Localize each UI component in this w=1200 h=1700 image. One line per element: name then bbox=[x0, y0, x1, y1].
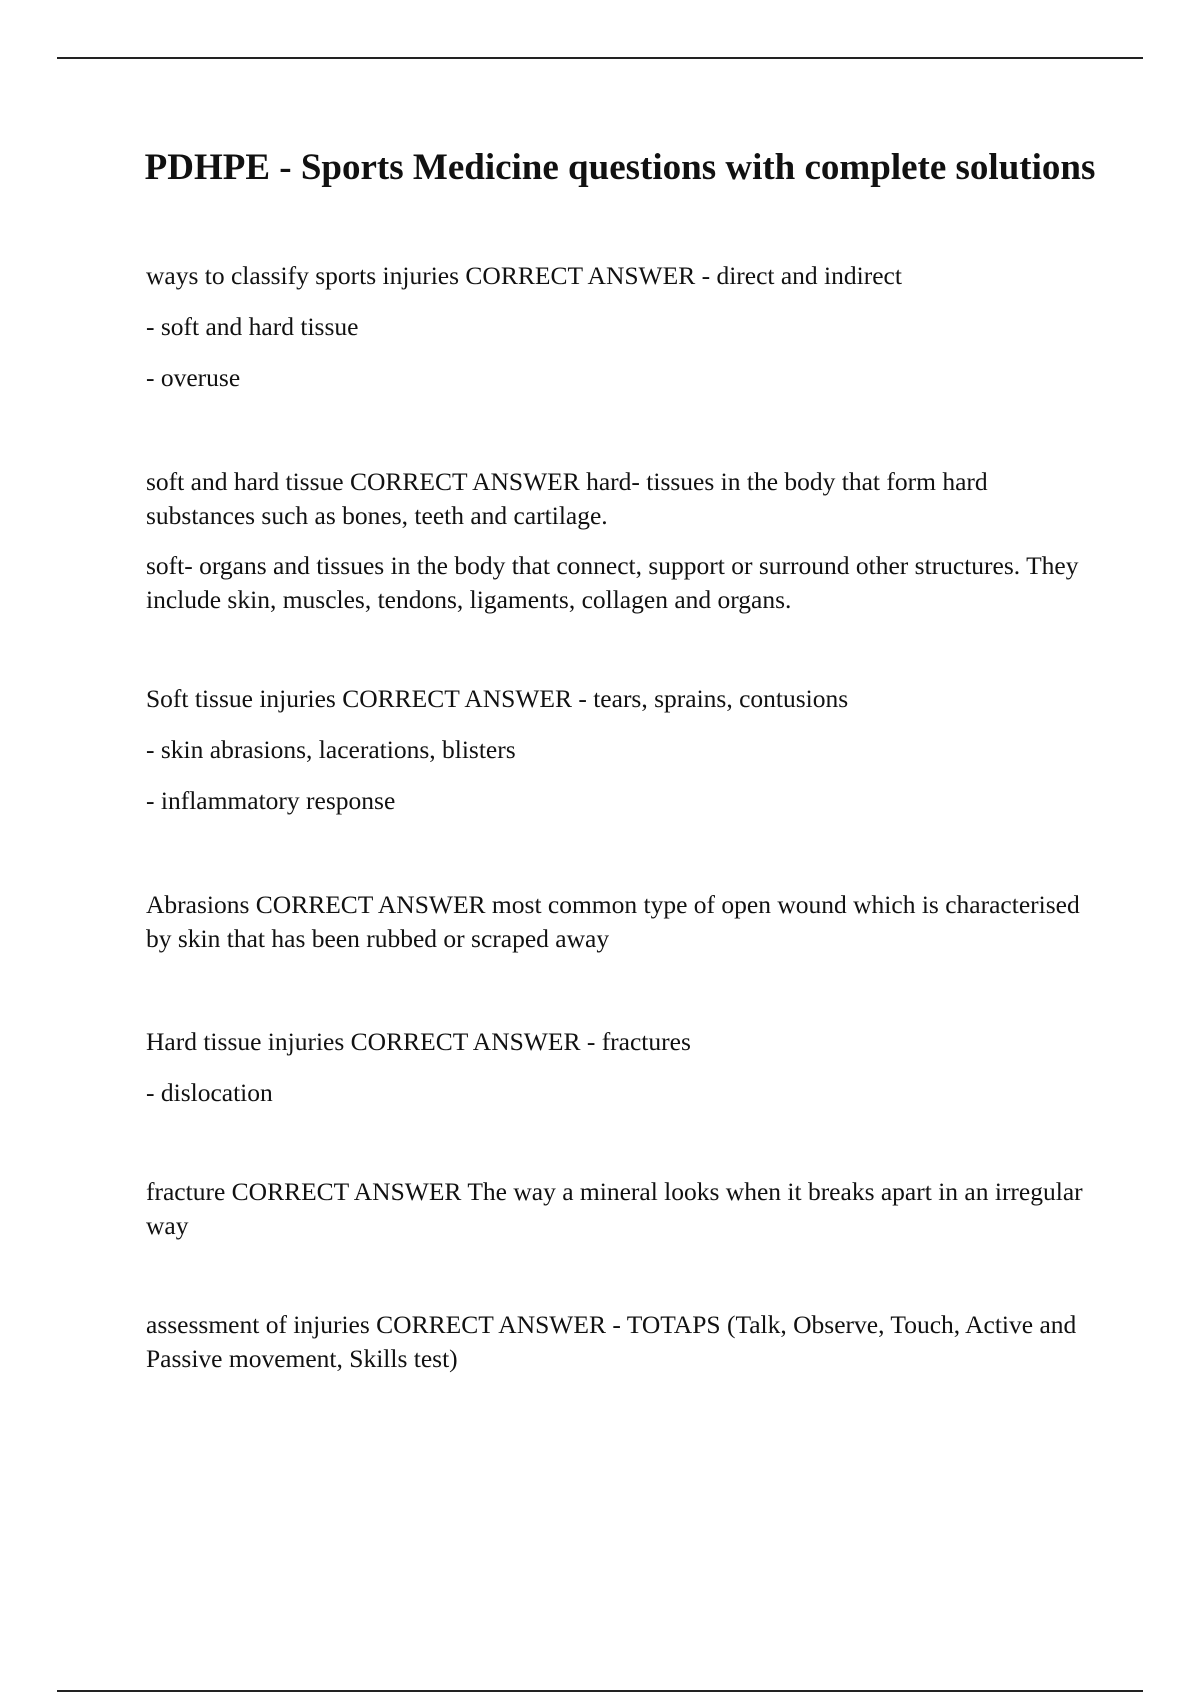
qa-entry-line: - inflammatory response bbox=[146, 786, 396, 815]
qa-entry-line: - dislocation bbox=[146, 1078, 273, 1107]
qa-entry-line: Abrasions CORRECT ANSWER most common type of open wound which is characterised by skin that has been rubbed or scraped away bbox=[146, 890, 1080, 953]
qa-entry-soft-tissue-injuries bbox=[146, 682, 1096, 818]
document-title: PDHPE - Sports Medicine questions with complete solutions bbox=[144, 147, 1096, 188]
qa-entry-hard-tissue-injuries bbox=[146, 1025, 1096, 1110]
header-rule bbox=[57, 57, 1143, 59]
qa-entry-line: soft- organs and tissues in the body that connect, support or surround other structures. They include skin, muscles, tendons, ligaments, collagen and organs. bbox=[146, 551, 1079, 614]
qa-entry-fracture bbox=[146, 1175, 1096, 1243]
qa-entry-line: Hard tissue injuries CORRECT ANSWER - fractures bbox=[146, 1027, 691, 1056]
qa-entry-line: fracture CORRECT ANSWER The way a mineral looks when it breaks apart in an irregular way bbox=[146, 1177, 1083, 1240]
qa-entry-assessment bbox=[146, 1308, 1096, 1376]
qa-entry-line: soft and hard tissue CORRECT ANSWER hard- tissues in the body that form hard substances such as bones, teeth and cartilage. bbox=[146, 467, 988, 530]
qa-entry-line: ways to classify sports injuries CORRECT ANSWER - direct and indirect bbox=[146, 261, 902, 290]
qa-entry-line: - soft and hard tissue bbox=[146, 312, 359, 341]
qa-entry-abrasions bbox=[146, 888, 1096, 956]
qa-entry-line: Soft tissue injuries CORRECT ANSWER - tears, sprains, contusions bbox=[146, 684, 849, 713]
qa-entry-line: - skin abrasions, lacerations, blisters bbox=[146, 735, 516, 764]
qa-entry-soft-hard-tissue bbox=[146, 465, 1096, 617]
qa-entry-line: assessment of injuries CORRECT ANSWER - TOTAPS (Talk, Observe, Touch, Active and Passive movement, Skills test) bbox=[146, 1310, 1077, 1373]
qa-entry-classify bbox=[146, 259, 1096, 395]
document-body bbox=[146, 259, 1096, 1393]
qa-entry-line: - overuse bbox=[146, 363, 241, 392]
footer-rule bbox=[57, 1690, 1143, 1692]
